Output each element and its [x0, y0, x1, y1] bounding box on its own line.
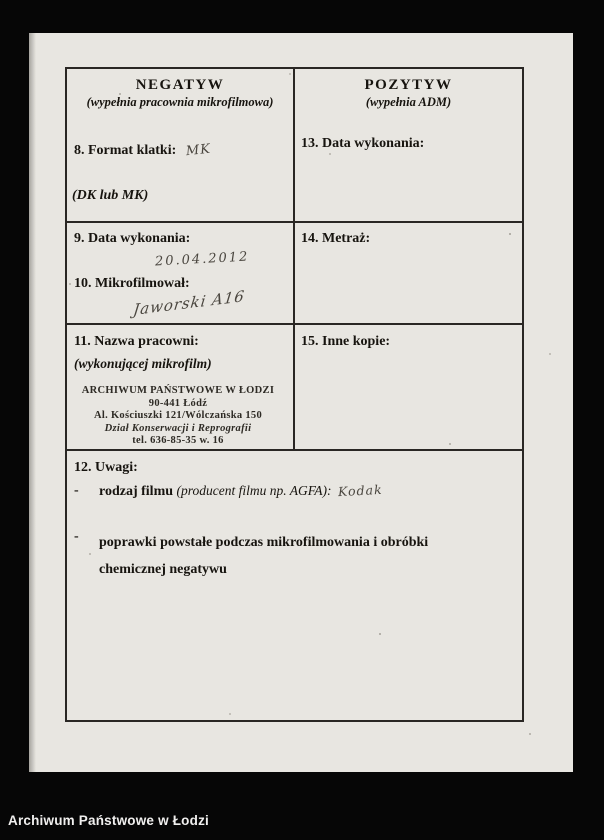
field-12	[74, 458, 138, 476]
cell-fields-9-10	[67, 223, 295, 323]
scan-noise	[29, 33, 31, 35]
field-12-label: 12. Uwagi:	[74, 460, 138, 475]
remark-2-dash: -	[74, 529, 79, 544]
field-10	[74, 274, 190, 292]
field-11-sublabel: (wykonującej mikrofilm)	[74, 356, 212, 371]
microfilm-form-table	[65, 67, 524, 722]
cell-field-14	[295, 223, 522, 323]
field-10-label: 10. Mikrofilmował:	[74, 276, 190, 291]
field-14-label: 14. Metraż:	[301, 231, 371, 246]
cell-negatyw-header	[67, 69, 295, 221]
field-8-label: 8. Format klatki:	[74, 143, 177, 158]
stamp-line-4: Dział Konserwacji i Reprografii	[104, 422, 252, 434]
negatyw-title: NEGATYW	[135, 77, 225, 93]
cell-field-11	[67, 325, 295, 449]
remark-1-hint: (producent filmu np. AGFA):	[176, 483, 332, 498]
pozytyw-title: POZYTYW	[364, 77, 453, 93]
scanned-document-page	[29, 33, 573, 772]
field-11-label: 11. Nazwa pracowni:	[74, 334, 199, 349]
form-row-header	[67, 69, 522, 221]
stamp-line-2: 90-441 Łódź	[148, 397, 208, 409]
cell-field-15	[295, 325, 522, 449]
field-9-label: 9. Data wykonania:	[74, 231, 191, 246]
field-10-handwritten-signature: Jaworski A16	[132, 286, 246, 320]
form-row-remarks	[67, 449, 522, 720]
cell-pozytyw-header	[295, 69, 522, 221]
remark-1-dash: -	[74, 483, 79, 498]
field-9-handwritten-date: 20.04.2012	[154, 249, 250, 270]
field-8	[74, 141, 211, 159]
form-row-3	[67, 323, 522, 449]
pozytyw-subtitle: (wypełnia ADM)	[365, 95, 452, 109]
field-13	[301, 134, 424, 152]
stamp-line-3: Al. Kościuszki 121/Wólczańska 150	[94, 410, 262, 421]
field-8-note: (DK lub MK)	[72, 188, 149, 203]
remark-1-text	[99, 483, 382, 500]
form-row-2	[67, 221, 522, 323]
remark-1-handwritten-value: Kodak	[337, 481, 383, 500]
archive-caption: Archiwum Państwowe w Łodzi	[8, 813, 209, 828]
field-11	[74, 332, 199, 350]
field-13-label: 13. Data wykonania:	[301, 136, 425, 151]
stamp-line-1: ARCHIWUM PAŃSTWOWE W ŁODZI	[81, 385, 275, 396]
workshop-stamp	[67, 385, 289, 448]
field-9	[74, 229, 190, 247]
stamp-line-5: tel. 636-85-35 w. 16	[132, 435, 224, 446]
field-14	[301, 229, 370, 247]
remark-2-text: poprawki powstałe podczas mikrofilmowania i obróbki chemicznej negatywu	[99, 535, 429, 577]
negatyw-subtitle: (wypełnia pracownia mikrofilmowa)	[86, 95, 274, 109]
remark-1-label: rodzaj filmu	[99, 484, 174, 499]
field-15	[301, 332, 390, 350]
field-15-label: 15. Inne kopie:	[301, 334, 391, 349]
field-8-handwritten-value: MK	[185, 141, 213, 160]
